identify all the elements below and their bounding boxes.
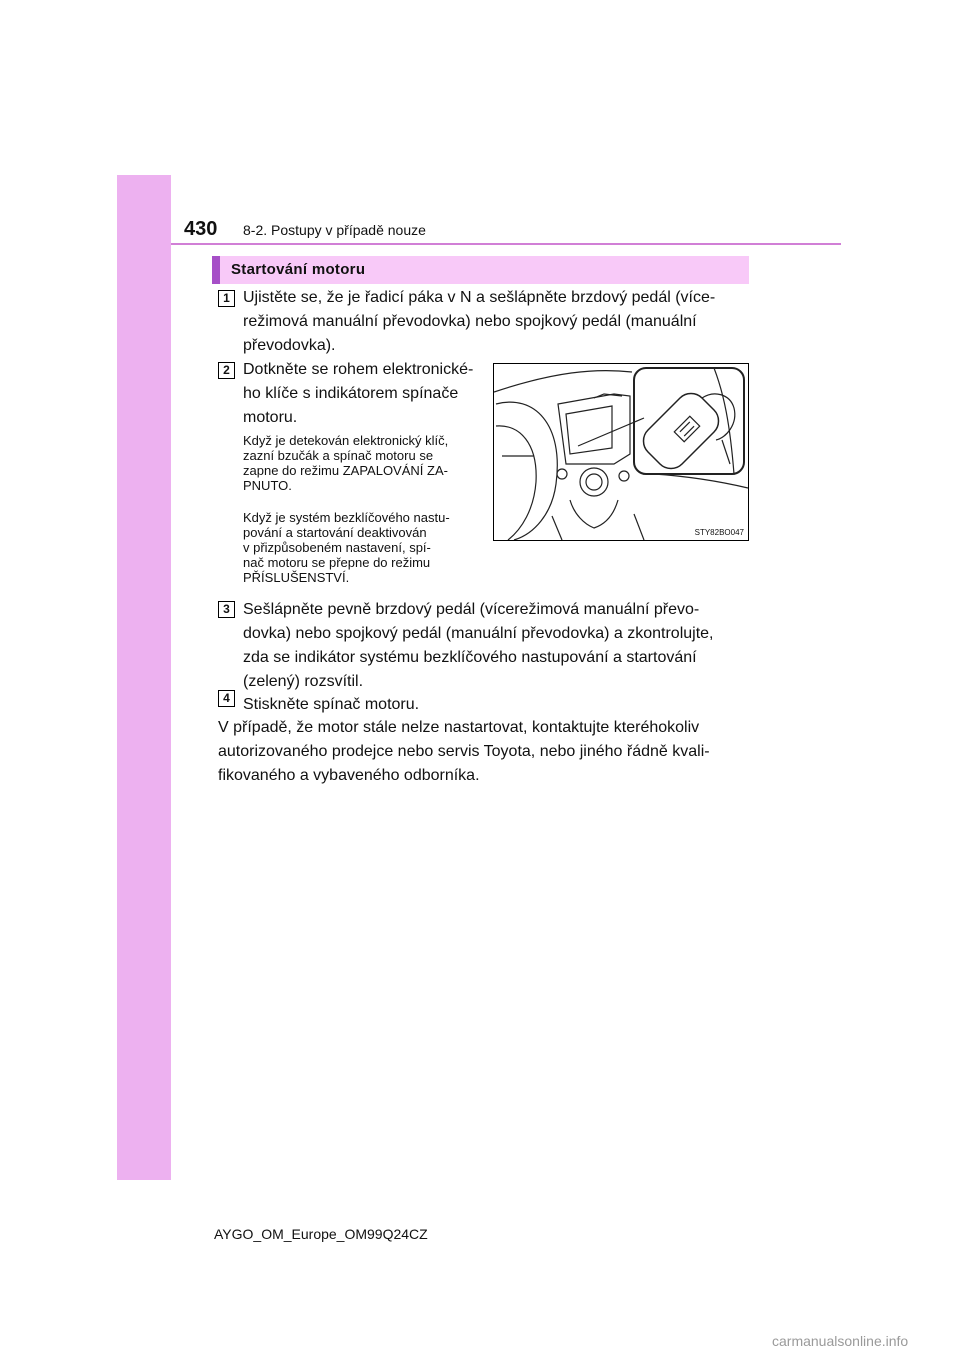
watermark: carmanualsonline.info: [772, 1333, 909, 1349]
text-line: pování a startování deaktivován: [243, 525, 427, 540]
text-line: Sešlápněte pevně brzdový pedál (vícerežimová manuální převo-: [243, 601, 700, 618]
text-line: Když je systém bezklíčového nastu-: [243, 510, 450, 525]
text-line: autorizovaného prodejce nebo servis Toyota, nebo jiného řádně kvali-: [218, 743, 710, 760]
step-number-1: 1: [218, 290, 235, 307]
side-tab-bar: [117, 175, 171, 1180]
section-title: Startování motoru: [231, 261, 366, 278]
page-number: 430: [184, 218, 218, 240]
key-touch-illustration: [493, 363, 749, 541]
text-line: zazní bzučák a spínač motoru se: [243, 448, 434, 463]
text-line: ho klíče s indikátorem spínače: [243, 385, 459, 402]
step-number-2: 2: [218, 362, 235, 379]
text-line: PŘÍSLUŠENSTVÍ.: [243, 570, 350, 585]
text-line: zda se indikátor systému bezklíčového nastupování a startování: [243, 649, 697, 666]
section-reference: 8-2. Postupy v případě nouze: [243, 222, 426, 238]
text-line: nač motoru se přepne do režimu: [243, 555, 431, 570]
step-2-note-2: [243, 510, 487, 585]
text-line: motoru.: [243, 409, 298, 426]
text-line: Dotkněte se rohem elektronické-: [243, 361, 474, 378]
closing-paragraph: [218, 716, 749, 788]
text-line: fikovaného a vybaveného odborníka.: [218, 767, 480, 784]
text-line: režimová manuální převodovka) nebo spojkový pedál (manuální: [243, 313, 697, 330]
figure-code: STY82BO047: [694, 528, 744, 537]
step-2-text: [243, 358, 487, 430]
text-line: PNUTO.: [243, 478, 292, 493]
text-line: V případě, že motor stále nelze nastartovat, kontaktujte kteréhokoliv: [218, 719, 700, 736]
step-4-text: [243, 693, 749, 717]
text-line: Stiskněte spínač motoru.: [243, 696, 420, 713]
step-1-text: [243, 286, 749, 358]
step-3-text: [243, 598, 749, 694]
text-line: zapne do režimu ZAPALOVÁNÍ ZA-: [243, 463, 448, 478]
text-line: dovka) nebo spojkový pedál (manuální převodovka) a zkontrolujte,: [243, 625, 714, 642]
text-line: převodovka).: [243, 337, 336, 354]
section-title-box: [212, 256, 749, 284]
header-divider: [171, 243, 841, 245]
step-number-4: 4: [218, 690, 235, 707]
text-line: Ujistěte se, že je řadicí páka v N a sešlápněte brzdový pedál (více-: [243, 289, 716, 306]
dashboard-drawing: [494, 364, 748, 540]
text-line: Když je detekován elektronický klíč,: [243, 433, 449, 448]
step-number-3: 3: [218, 601, 235, 618]
text-line: v přizpůsobeném nastavení, spí-: [243, 540, 431, 555]
step-2-note-1: [243, 433, 487, 493]
text-line: (zelený) rozsvítil.: [243, 673, 364, 690]
document-footer: AYGO_OM_Europe_OM99Q24CZ: [214, 1226, 428, 1242]
